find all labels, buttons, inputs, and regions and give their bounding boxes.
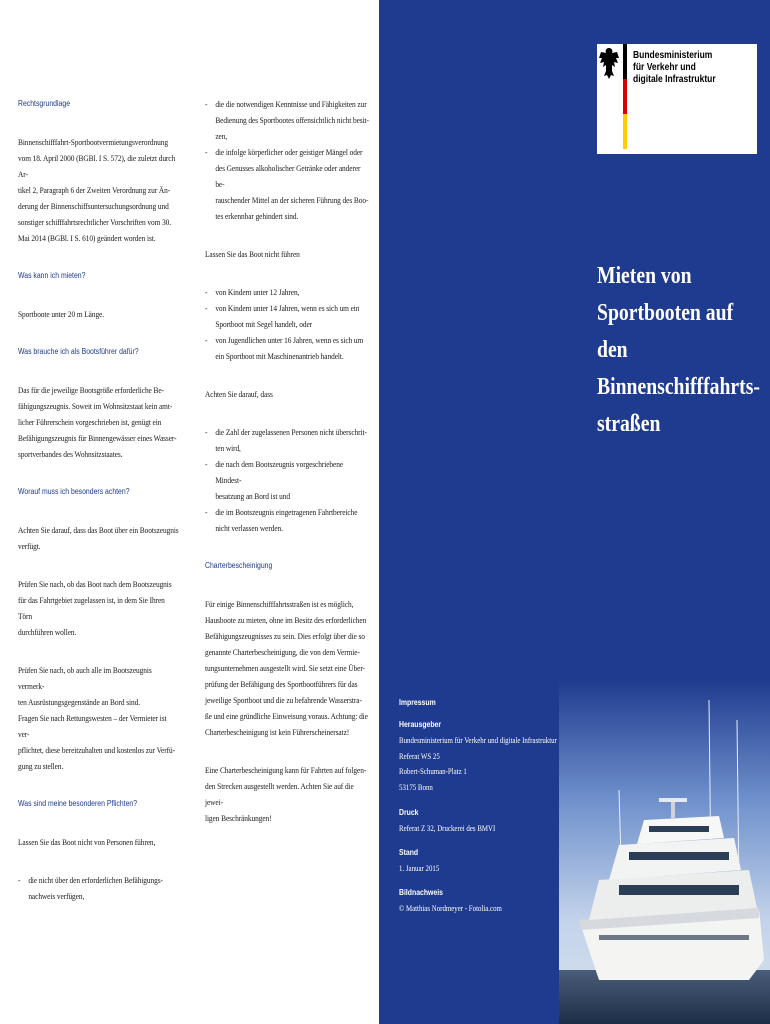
- impressum-section-print: Druck Referat Z 32, Druckerei des BMVI: [399, 808, 496, 834]
- col1-heading: Rechtsgrundlage: [18, 99, 71, 108]
- federal-eagle-icon: [597, 44, 621, 84]
- col2-bullet-list: [205, 424, 370, 536]
- list-item: - von Jugendlichen unter 16 Jahren, wenn es sich um ein Sportboot mit Maschinenantrieb handelt.: [205, 332, 370, 364]
- impressum-section-date: Stand 1. Januar 2015: [399, 847, 440, 873]
- yacht-image: [559, 680, 770, 1024]
- col1-paragraph: Binnenschifffahrt-Sportbootvermietungsverordnung vom 18. April 2000 (BGBl. I S. 572), die zuletzt durch Ar- tikel 2, Paragraph 6 der Zweiten Verordnung zur Än- derung der Binnenschiffsuntersuchungsordnung und sonstiger schifffahrtsrechtlicher Vorschriften vom 30. Mai 2014 (BGBl. I S. 610) geändert worden ist.: [18, 137, 176, 243]
- col2-paragraph: Lassen Sie das Boot nicht führen: [205, 249, 300, 259]
- col1-heading: Was kann ich mieten?: [18, 271, 86, 280]
- list-item: - die im Bootszeugnis eingetragenen Fahrtbereiche nicht verlassen werden.: [205, 504, 370, 536]
- yacht-photo: [559, 680, 770, 1024]
- list-item: - die infolge körperlicher oder geistiger Mängel oder des Genusses alkoholischer Getränke oder anderer be- rauschender Mittel an der sicheren Führung des Boo- tes erkennbar gehindert sind.: [205, 144, 370, 224]
- col1-bullet-list: [18, 872, 180, 904]
- middle-column: [205, 96, 370, 826]
- col2-paragraph: Eine Charterbescheinigung kann für Fahrten auf folgen- den Strecken ausgestellt werden. Achten Sie auf die jewei- ligen Beschränkungen!: [205, 765, 367, 823]
- col2-heading: Charterbescheinigung: [205, 561, 273, 570]
- col1-heading: Was sind meine besonderen Pflichten?: [18, 799, 138, 808]
- list-item: - von Kindern unter 14 Jahren, wenn es sich um ein Sportboot mit Segel handelt, oder: [205, 300, 370, 332]
- col2-paragraph: Für einige Binnenschifffahrtsstraßen ist es möglich, Hausboote zu mieten, ohne im Besitz des erforderlichen Befähigungszeugnisses zu sein. Dies erfolgt über die so genannte Charterbescheinigung, die von dem Vermie- tungsunternehmen ausgestellt wird. Sie setzt eine Über- prüfung der Befähigung des Sportbootführers für das jeweilige Sportboot und die zu befahrende Wasserstra- ße und eine gründliche Einweisung voraus. Achtung: die Charterbescheinigung ist kein Führerscheinersatz!: [205, 599, 368, 737]
- col1-paragraph: Sportboote unter 20 m Länge.: [18, 309, 105, 319]
- left-column: [18, 96, 180, 904]
- list-item: - von Kindern unter 12 Jahren,: [205, 284, 370, 300]
- list-item: - die nicht über den erforderlichen Befähigungs- nachweis verfügen,: [18, 872, 180, 904]
- ministry-logo: [597, 44, 757, 154]
- ministry-name: Bundesministerium für Verkehr und digitale Infrastruktur: [633, 50, 716, 85]
- impressum-title: Impressum: [399, 698, 436, 707]
- col1-heading: Was brauche ich als Bootsführer dafür?: [18, 347, 139, 356]
- cover-panel: [379, 0, 770, 1024]
- col1-heading: Worauf muss ich besonders achten?: [18, 487, 130, 496]
- list-item: - die nach dem Bootszeugnis vorgeschriebene Mindest- besatzung an Bord ist und: [205, 456, 370, 504]
- col2-bullet-list: [205, 284, 370, 364]
- col2-paragraph: Achten Sie darauf, dass: [205, 389, 273, 399]
- impressum-section-credits: Bildnachweis © Matthias Nordmeyer - Fotolia.com: [399, 887, 502, 913]
- impressum-section-publisher: Herausgeber Bundesministerium für Verkehr und digitale Infrastruktur Referat WS 25 Robert-Schuman-Platz 1 53175 Bonn: [399, 720, 557, 792]
- col1-paragraph: Prüfen Sie nach, ob auch alle im Bootszeugnis vermerk- ten Ausrüstungsgegenstände an Bord sind. Fragen Sie nach Rettungswesten – der Vermieter ist ver- pflichtet, diese bereitzuhalten und kostenlos zur Verfü- gung zu stellen.: [18, 665, 175, 771]
- col1-paragraph: Prüfen Sie nach, ob das Boot nach dem Bootszeugnis für das Fahrtgebiet zugelassen ist, in dem Sie Ihren Törn durchführen wollen.: [18, 579, 172, 637]
- col1-paragraph: Achten Sie darauf, dass das Boot über ein Bootszeugnis verfügt.: [18, 525, 179, 551]
- impressum: [399, 695, 569, 916]
- brochure-title: Mieten von Sportbooten auf den Binnenschifffahrts- straßen: [597, 263, 760, 437]
- col1-paragraph: Lassen Sie das Boot nicht von Personen führen,: [18, 837, 156, 847]
- col2-bullet-list: [205, 96, 370, 224]
- list-item: - die die notwendigen Kenntnisse und Fähigkeiten zur Bedienung des Sportbootes offensichtlich nicht besit- zen,: [205, 96, 370, 144]
- flag-stripe: [623, 44, 627, 149]
- col1-paragraph: Das für die jeweilige Bootsgröße erforderliche Be- fähigungszeugnis. Soweit im Wohnsitzstaat kein amt- licher Führerschein vorgeschrieben ist, genügt ein Befähigungszeugnis für Binnengewässer eines Wasser- sportverbandes des Wohnsitzstaates.: [18, 385, 177, 459]
- list-item: - die Zahl der zugelassenen Personen nicht überschrit- ten wird,: [205, 424, 370, 456]
